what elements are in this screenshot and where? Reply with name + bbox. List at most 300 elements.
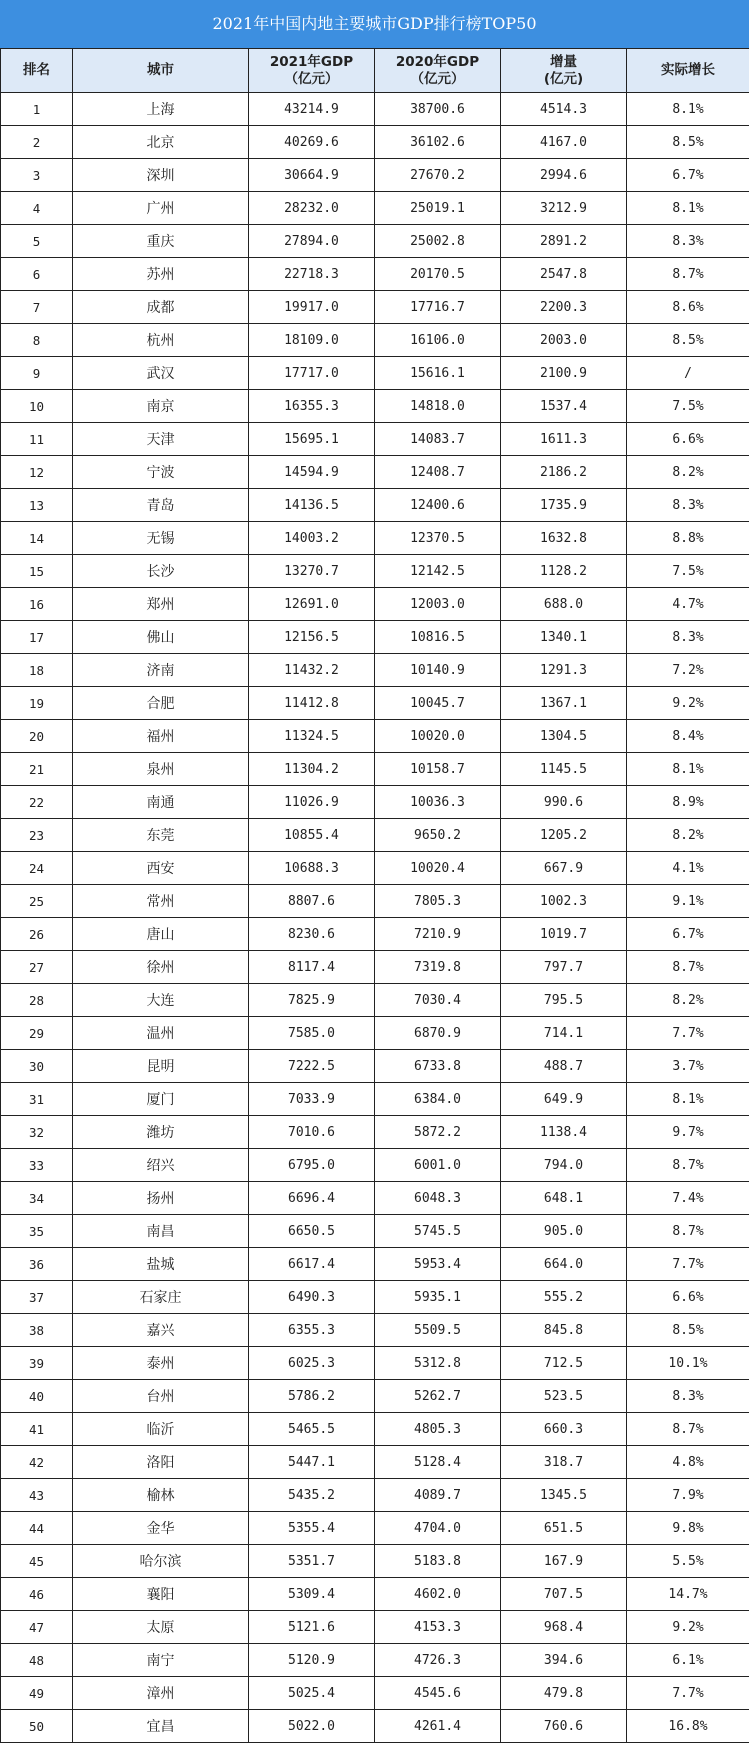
table-row xyxy=(1,423,749,456)
gdp-2020-cell: 25002.8 xyxy=(375,225,501,258)
growth-cell: 8.1% xyxy=(627,753,749,786)
gdp-2021-cell: 7222.5 xyxy=(249,1050,375,1083)
table-title: 2021年中国内地主要城市GDP排行榜TOP50 xyxy=(0,0,749,48)
header-gdp-2020 xyxy=(375,49,501,93)
table-row xyxy=(1,324,749,357)
growth-cell: / xyxy=(627,357,749,390)
growth-cell: 4.7% xyxy=(627,588,749,621)
growth-cell: 8.7% xyxy=(627,1413,749,1446)
increase-cell: 795.5 xyxy=(501,984,627,1017)
gdp-2021-cell: 14003.2 xyxy=(249,522,375,555)
gdp-2020-cell: 12370.5 xyxy=(375,522,501,555)
table-row xyxy=(1,456,749,489)
table-row xyxy=(1,1710,749,1743)
increase-cell: 688.0 xyxy=(501,588,627,621)
rank-cell: 5 xyxy=(1,225,73,258)
rank-cell: 7 xyxy=(1,291,73,324)
city-cell: 北京 xyxy=(73,126,249,159)
rank-cell: 25 xyxy=(1,885,73,918)
increase-cell: 1367.1 xyxy=(501,687,627,720)
table-row xyxy=(1,126,749,159)
increase-cell: 968.4 xyxy=(501,1611,627,1644)
header-row xyxy=(1,49,749,93)
growth-cell: 8.4% xyxy=(627,720,749,753)
growth-cell: 8.2% xyxy=(627,819,749,852)
increase-cell: 794.0 xyxy=(501,1149,627,1182)
increase-cell: 714.1 xyxy=(501,1017,627,1050)
growth-cell: 6.7% xyxy=(627,159,749,192)
growth-cell: 7.9% xyxy=(627,1479,749,1512)
gdp-2020-cell: 7319.8 xyxy=(375,951,501,984)
rank-cell: 42 xyxy=(1,1446,73,1479)
city-cell: 合肥 xyxy=(73,687,249,720)
city-cell: 杭州 xyxy=(73,324,249,357)
increase-cell: 523.5 xyxy=(501,1380,627,1413)
rank-cell: 13 xyxy=(1,489,73,522)
increase-cell: 990.6 xyxy=(501,786,627,819)
gdp-2021-cell: 7585.0 xyxy=(249,1017,375,1050)
table-row xyxy=(1,357,749,390)
gdp-2021-cell: 5022.0 xyxy=(249,1710,375,1743)
gdp-2020-cell: 7210.9 xyxy=(375,918,501,951)
city-cell: 大连 xyxy=(73,984,249,1017)
city-cell: 青岛 xyxy=(73,489,249,522)
header-increase xyxy=(501,49,627,93)
growth-cell: 8.3% xyxy=(627,225,749,258)
gdp-2021-cell: 16355.3 xyxy=(249,390,375,423)
rank-cell: 26 xyxy=(1,918,73,951)
city-cell: 深圳 xyxy=(73,159,249,192)
rank-cell: 29 xyxy=(1,1017,73,1050)
gdp-2021-cell: 22718.3 xyxy=(249,258,375,291)
gdp-2020-cell: 6048.3 xyxy=(375,1182,501,1215)
rank-cell: 27 xyxy=(1,951,73,984)
rank-cell: 30 xyxy=(1,1050,73,1083)
table-row xyxy=(1,291,749,324)
growth-cell: 8.7% xyxy=(627,951,749,984)
city-cell: 厦门 xyxy=(73,1083,249,1116)
gdp-2020-cell: 38700.6 xyxy=(375,93,501,126)
rank-cell: 50 xyxy=(1,1710,73,1743)
gdp-2020-cell: 5183.8 xyxy=(375,1545,501,1578)
table-row xyxy=(1,1578,749,1611)
city-cell: 温州 xyxy=(73,1017,249,1050)
city-cell: 宜昌 xyxy=(73,1710,249,1743)
city-cell: 泉州 xyxy=(73,753,249,786)
gdp-2020-cell: 10140.9 xyxy=(375,654,501,687)
gdp-2021-cell: 19917.0 xyxy=(249,291,375,324)
rank-cell: 14 xyxy=(1,522,73,555)
table-row xyxy=(1,819,749,852)
table-row xyxy=(1,390,749,423)
increase-cell: 1205.2 xyxy=(501,819,627,852)
gdp-2020-cell: 4726.3 xyxy=(375,1644,501,1677)
city-cell: 太原 xyxy=(73,1611,249,1644)
growth-cell: 7.4% xyxy=(627,1182,749,1215)
rank-cell: 35 xyxy=(1,1215,73,1248)
increase-cell: 4167.0 xyxy=(501,126,627,159)
header-rank: 排名 xyxy=(1,49,73,93)
growth-cell: 9.8% xyxy=(627,1512,749,1545)
table-row xyxy=(1,1611,749,1644)
increase-cell: 2891.2 xyxy=(501,225,627,258)
gdp-2020-cell: 12142.5 xyxy=(375,555,501,588)
rank-cell: 8 xyxy=(1,324,73,357)
gdp-2020-cell: 4153.3 xyxy=(375,1611,501,1644)
increase-cell: 555.2 xyxy=(501,1281,627,1314)
city-cell: 上海 xyxy=(73,93,249,126)
table-row xyxy=(1,753,749,786)
increase-cell: 712.5 xyxy=(501,1347,627,1380)
city-cell: 宁波 xyxy=(73,456,249,489)
table-row xyxy=(1,1182,749,1215)
table-row xyxy=(1,1677,749,1710)
rank-cell: 22 xyxy=(1,786,73,819)
city-cell: 襄阳 xyxy=(73,1578,249,1611)
growth-cell: 5.5% xyxy=(627,1545,749,1578)
rank-cell: 23 xyxy=(1,819,73,852)
gdp-2020-cell: 27670.2 xyxy=(375,159,501,192)
increase-cell: 1291.3 xyxy=(501,654,627,687)
gdp-2021-cell: 6696.4 xyxy=(249,1182,375,1215)
growth-cell: 7.7% xyxy=(627,1248,749,1281)
growth-cell: 8.7% xyxy=(627,1215,749,1248)
gdp-2020-cell: 10816.5 xyxy=(375,621,501,654)
gdp-2020-cell: 25019.1 xyxy=(375,192,501,225)
gdp-2021-cell: 11304.2 xyxy=(249,753,375,786)
growth-cell: 6.6% xyxy=(627,423,749,456)
gdp-2020-cell: 36102.6 xyxy=(375,126,501,159)
increase-cell: 2186.2 xyxy=(501,456,627,489)
growth-cell: 8.2% xyxy=(627,984,749,1017)
header-gdp-2020-line1: 2020年GDP xyxy=(395,53,480,70)
city-cell: 绍兴 xyxy=(73,1149,249,1182)
gdp-2020-cell: 5745.5 xyxy=(375,1215,501,1248)
gdp-2020-cell: 5312.8 xyxy=(375,1347,501,1380)
gdp-2020-cell: 14818.0 xyxy=(375,390,501,423)
growth-cell: 8.3% xyxy=(627,1380,749,1413)
growth-cell: 8.5% xyxy=(627,126,749,159)
city-cell: 漳州 xyxy=(73,1677,249,1710)
rank-cell: 21 xyxy=(1,753,73,786)
rank-cell: 15 xyxy=(1,555,73,588)
growth-cell: 9.7% xyxy=(627,1116,749,1149)
growth-cell: 8.7% xyxy=(627,258,749,291)
increase-cell: 905.0 xyxy=(501,1215,627,1248)
gdp-2021-cell: 28232.0 xyxy=(249,192,375,225)
city-cell: 天津 xyxy=(73,423,249,456)
gdp-2021-cell: 17717.0 xyxy=(249,357,375,390)
gdp-2021-cell: 6617.4 xyxy=(249,1248,375,1281)
growth-cell: 8.1% xyxy=(627,192,749,225)
gdp-2020-cell: 4545.6 xyxy=(375,1677,501,1710)
gdp-2021-cell: 8230.6 xyxy=(249,918,375,951)
city-cell: 东莞 xyxy=(73,819,249,852)
city-cell: 成都 xyxy=(73,291,249,324)
growth-cell: 3.7% xyxy=(627,1050,749,1083)
growth-cell: 9.2% xyxy=(627,687,749,720)
gdp-2020-cell: 5262.7 xyxy=(375,1380,501,1413)
increase-cell: 845.8 xyxy=(501,1314,627,1347)
city-cell: 潍坊 xyxy=(73,1116,249,1149)
rank-cell: 10 xyxy=(1,390,73,423)
rank-cell: 18 xyxy=(1,654,73,687)
rank-cell: 1 xyxy=(1,93,73,126)
increase-cell: 649.9 xyxy=(501,1083,627,1116)
growth-cell: 8.5% xyxy=(627,324,749,357)
growth-cell: 8.6% xyxy=(627,291,749,324)
rank-cell: 47 xyxy=(1,1611,73,1644)
rank-cell: 41 xyxy=(1,1413,73,1446)
increase-cell: 2547.8 xyxy=(501,258,627,291)
gdp-2021-cell: 5120.9 xyxy=(249,1644,375,1677)
gdp-2020-cell: 10020.0 xyxy=(375,720,501,753)
increase-cell: 1002.3 xyxy=(501,885,627,918)
table-row xyxy=(1,786,749,819)
city-cell: 盐城 xyxy=(73,1248,249,1281)
city-cell: 临沂 xyxy=(73,1413,249,1446)
city-cell: 无锡 xyxy=(73,522,249,555)
city-cell: 广州 xyxy=(73,192,249,225)
growth-cell: 10.1% xyxy=(627,1347,749,1380)
increase-cell: 4514.3 xyxy=(501,93,627,126)
gdp-2021-cell: 12156.5 xyxy=(249,621,375,654)
increase-cell: 667.9 xyxy=(501,852,627,885)
gdp-2020-cell: 14083.7 xyxy=(375,423,501,456)
table-row xyxy=(1,1281,749,1314)
gdp-2020-cell: 16106.0 xyxy=(375,324,501,357)
city-cell: 昆明 xyxy=(73,1050,249,1083)
gdp-2020-cell: 4704.0 xyxy=(375,1512,501,1545)
table-body xyxy=(1,93,749,1743)
table-row xyxy=(1,1314,749,1347)
rank-cell: 40 xyxy=(1,1380,73,1413)
gdp-2020-cell: 15616.1 xyxy=(375,357,501,390)
rank-cell: 20 xyxy=(1,720,73,753)
rank-cell: 43 xyxy=(1,1479,73,1512)
gdp-2020-cell: 4261.4 xyxy=(375,1710,501,1743)
table-row xyxy=(1,225,749,258)
gdp-2021-cell: 11026.9 xyxy=(249,786,375,819)
city-cell: 泰州 xyxy=(73,1347,249,1380)
increase-cell: 167.9 xyxy=(501,1545,627,1578)
growth-cell: 7.7% xyxy=(627,1017,749,1050)
header-increase-line1: 增量 xyxy=(550,53,577,70)
header-gdp-2021-line1: 2021年GDP xyxy=(269,53,354,70)
growth-cell: 7.2% xyxy=(627,654,749,687)
city-cell: 济南 xyxy=(73,654,249,687)
gdp-2020-cell: 4089.7 xyxy=(375,1479,501,1512)
header-gdp-2020-line2: （亿元） xyxy=(410,70,465,87)
gdp-2021-cell: 11324.5 xyxy=(249,720,375,753)
increase-cell: 2003.0 xyxy=(501,324,627,357)
increase-cell: 2200.3 xyxy=(501,291,627,324)
table-row xyxy=(1,1479,749,1512)
table-row xyxy=(1,1512,749,1545)
rank-cell: 37 xyxy=(1,1281,73,1314)
gdp-2021-cell: 6795.0 xyxy=(249,1149,375,1182)
table-row xyxy=(1,654,749,687)
table-row xyxy=(1,258,749,291)
growth-cell: 6.6% xyxy=(627,1281,749,1314)
gdp-2021-cell: 5786.2 xyxy=(249,1380,375,1413)
table-row xyxy=(1,1380,749,1413)
table-row xyxy=(1,1017,749,1050)
table-row xyxy=(1,588,749,621)
table-row xyxy=(1,93,749,126)
table-row xyxy=(1,918,749,951)
city-cell: 台州 xyxy=(73,1380,249,1413)
table-row xyxy=(1,489,749,522)
rank-cell: 12 xyxy=(1,456,73,489)
header-gdp-2021-line2: （亿元） xyxy=(284,70,339,87)
gdp-2020-cell: 10020.4 xyxy=(375,852,501,885)
increase-cell: 1128.2 xyxy=(501,555,627,588)
gdp-2021-cell: 12691.0 xyxy=(249,588,375,621)
increase-cell: 707.5 xyxy=(501,1578,627,1611)
increase-cell: 1340.1 xyxy=(501,621,627,654)
table-row xyxy=(1,1413,749,1446)
gdp-2021-cell: 5025.4 xyxy=(249,1677,375,1710)
city-cell: 洛阳 xyxy=(73,1446,249,1479)
gdp-2021-cell: 6355.3 xyxy=(249,1314,375,1347)
city-cell: 西安 xyxy=(73,852,249,885)
rank-cell: 33 xyxy=(1,1149,73,1182)
growth-cell: 14.7% xyxy=(627,1578,749,1611)
gdp-2021-cell: 11412.8 xyxy=(249,687,375,720)
table-row xyxy=(1,1248,749,1281)
table-row xyxy=(1,159,749,192)
growth-cell: 8.3% xyxy=(627,621,749,654)
growth-cell: 6.7% xyxy=(627,918,749,951)
table-row xyxy=(1,885,749,918)
gdp-2020-cell: 5509.5 xyxy=(375,1314,501,1347)
increase-cell: 651.5 xyxy=(501,1512,627,1545)
city-cell: 南昌 xyxy=(73,1215,249,1248)
gdp-2020-cell: 7030.4 xyxy=(375,984,501,1017)
city-cell: 南通 xyxy=(73,786,249,819)
table-row xyxy=(1,1347,749,1380)
header-growth: 实际增长 xyxy=(627,49,749,93)
gdp-2021-cell: 14136.5 xyxy=(249,489,375,522)
gdp-2021-cell: 43214.9 xyxy=(249,93,375,126)
gdp-2021-cell: 5435.2 xyxy=(249,1479,375,1512)
growth-cell: 7.7% xyxy=(627,1677,749,1710)
growth-cell: 7.5% xyxy=(627,390,749,423)
rank-cell: 28 xyxy=(1,984,73,1017)
increase-cell: 1537.4 xyxy=(501,390,627,423)
gdp-2021-cell: 11432.2 xyxy=(249,654,375,687)
growth-cell: 4.1% xyxy=(627,852,749,885)
city-cell: 长沙 xyxy=(73,555,249,588)
table-row xyxy=(1,720,749,753)
city-cell: 南宁 xyxy=(73,1644,249,1677)
gdp-2020-cell: 10045.7 xyxy=(375,687,501,720)
rank-cell: 11 xyxy=(1,423,73,456)
gdp-2021-cell: 5465.5 xyxy=(249,1413,375,1446)
gdp-2021-cell: 30664.9 xyxy=(249,159,375,192)
city-cell: 福州 xyxy=(73,720,249,753)
table-row xyxy=(1,1545,749,1578)
gdp-2020-cell: 6870.9 xyxy=(375,1017,501,1050)
city-cell: 嘉兴 xyxy=(73,1314,249,1347)
header-city: 城市 xyxy=(73,49,249,93)
gdp-2020-cell: 9650.2 xyxy=(375,819,501,852)
increase-cell: 1735.9 xyxy=(501,489,627,522)
growth-cell: 8.2% xyxy=(627,456,749,489)
gdp-2020-cell: 6001.0 xyxy=(375,1149,501,1182)
table-row xyxy=(1,1446,749,1479)
gdp-2020-cell: 12408.7 xyxy=(375,456,501,489)
gdp-2021-cell: 5447.1 xyxy=(249,1446,375,1479)
gdp-2021-cell: 15695.1 xyxy=(249,423,375,456)
growth-cell: 7.5% xyxy=(627,555,749,588)
city-cell: 佛山 xyxy=(73,621,249,654)
rank-cell: 46 xyxy=(1,1578,73,1611)
growth-cell: 8.3% xyxy=(627,489,749,522)
increase-cell: 1304.5 xyxy=(501,720,627,753)
increase-cell: 1138.4 xyxy=(501,1116,627,1149)
gdp-2020-cell: 5128.4 xyxy=(375,1446,501,1479)
growth-cell: 8.7% xyxy=(627,1149,749,1182)
table-row xyxy=(1,522,749,555)
gdp-2020-cell: 5953.4 xyxy=(375,1248,501,1281)
growth-cell: 6.1% xyxy=(627,1644,749,1677)
city-cell: 哈尔滨 xyxy=(73,1545,249,1578)
gdp-2021-cell: 5121.6 xyxy=(249,1611,375,1644)
city-cell: 常州 xyxy=(73,885,249,918)
city-cell: 武汉 xyxy=(73,357,249,390)
table-row xyxy=(1,1149,749,1182)
increase-cell: 2100.9 xyxy=(501,357,627,390)
header-gdp-2021 xyxy=(249,49,375,93)
gdp-2021-cell: 8807.6 xyxy=(249,885,375,918)
gdp-2020-cell: 12400.6 xyxy=(375,489,501,522)
table-row xyxy=(1,951,749,984)
rank-cell: 36 xyxy=(1,1248,73,1281)
increase-cell: 1019.7 xyxy=(501,918,627,951)
rank-cell: 48 xyxy=(1,1644,73,1677)
rank-cell: 31 xyxy=(1,1083,73,1116)
gdp-2021-cell: 5309.4 xyxy=(249,1578,375,1611)
city-cell: 石家庄 xyxy=(73,1281,249,1314)
city-cell: 榆林 xyxy=(73,1479,249,1512)
gdp-2021-cell: 7825.9 xyxy=(249,984,375,1017)
increase-cell: 488.7 xyxy=(501,1050,627,1083)
gdp-2020-cell: 5872.2 xyxy=(375,1116,501,1149)
rank-cell: 9 xyxy=(1,357,73,390)
gdp-2021-cell: 7010.6 xyxy=(249,1116,375,1149)
gdp-2021-cell: 6490.3 xyxy=(249,1281,375,1314)
rank-cell: 3 xyxy=(1,159,73,192)
city-cell: 南京 xyxy=(73,390,249,423)
gdp-2020-cell: 12003.0 xyxy=(375,588,501,621)
gdp-2020-cell: 10158.7 xyxy=(375,753,501,786)
rank-cell: 19 xyxy=(1,687,73,720)
rank-cell: 38 xyxy=(1,1314,73,1347)
rank-cell: 16 xyxy=(1,588,73,621)
table-row xyxy=(1,1215,749,1248)
table-row xyxy=(1,1083,749,1116)
increase-cell: 660.3 xyxy=(501,1413,627,1446)
city-cell: 苏州 xyxy=(73,258,249,291)
table-row xyxy=(1,852,749,885)
increase-cell: 1145.5 xyxy=(501,753,627,786)
rank-cell: 49 xyxy=(1,1677,73,1710)
table-row xyxy=(1,984,749,1017)
growth-cell: 8.1% xyxy=(627,1083,749,1116)
header-increase-line2: (亿元) xyxy=(543,70,584,87)
